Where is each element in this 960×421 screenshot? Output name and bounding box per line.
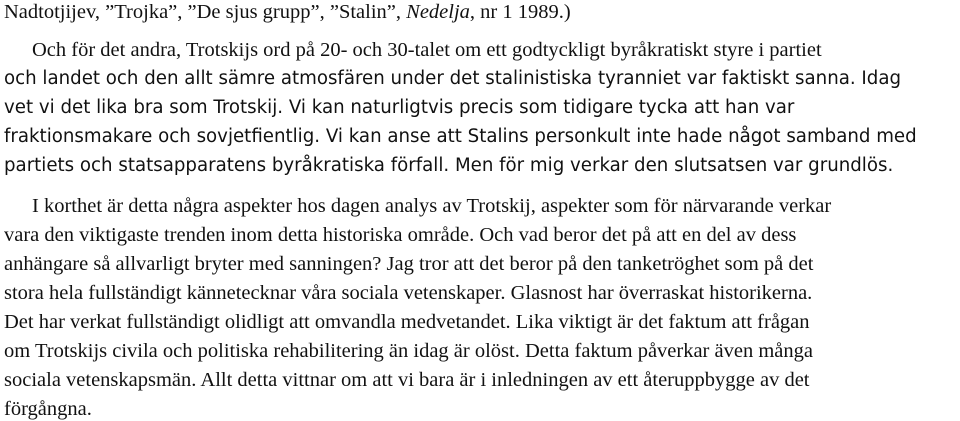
paragraph-1-line: och landet och den allt sämre atmosfären under det stalinistiska tyranniet var faktiskt sanna. Idag	[4, 68, 902, 89]
paragraph-2-line: sociala vetenskapsmän. Allt detta vittnar om att vi bara är i inledningen av ett återuppbygge av det	[4, 369, 810, 391]
paragraph-1-line: Och för det andra, Trotskijs ord på 20- och 30-talet om ett godtyckligt byråkratiskt styre i partiet	[32, 39, 822, 61]
citation-issue: , nr 1 1989.)	[469, 1, 571, 23]
paragraph-2-line: förgångna.	[4, 398, 92, 420]
citation-line	[4, 0, 571, 24]
paragraph-2-line: I korthet är detta några aspekter hos dagen analys av Trotskij, aspekter som för närvarande verkar	[32, 195, 832, 217]
paragraph-2-line: stora hela fullständigt kännetecknar våra sociala vetenskaper. Glasnost har överraskat historikerna.	[4, 282, 813, 304]
paragraph-2-line: Det har verkat fullständigt olidligt att omvandla medvetandet. Lika viktigt är det faktum att frågan	[4, 311, 810, 333]
paragraph-2-line: vara den viktigaste trenden inom detta historiska område. Och vad beror det på att en del av dess	[4, 224, 797, 246]
paragraph-2-line: anhängare så allvarligt bryter med sanningen? Jag tror att det beror på den tanketröghet som på det	[4, 253, 814, 275]
citation-newspaper: Nedelja	[406, 1, 470, 23]
paragraph-1-line: fraktionsmakare och sovjetfientlig. Vi kan anse att Stalins personkult inte hade något samband med	[4, 126, 917, 147]
paragraph-2-line: om Trotskijs civila och politiska rehabilitering än idag är olöst. Detta faktum påverkar även många	[4, 340, 813, 362]
paragraph-1-line: partiets och statsapparatens byråkratiska förfall. Men för mig verkar den slutsatsen var grundlös.	[4, 155, 894, 176]
paragraph-1-line: vet vi det lika bra som Trotskij. Vi kan naturligtvis precis som tidigare tycka att han var	[4, 97, 795, 118]
citation-text: Nadtotjijev, ”Trojka”, ”De sjus grupp”, ”Stalin”,	[4, 1, 407, 23]
